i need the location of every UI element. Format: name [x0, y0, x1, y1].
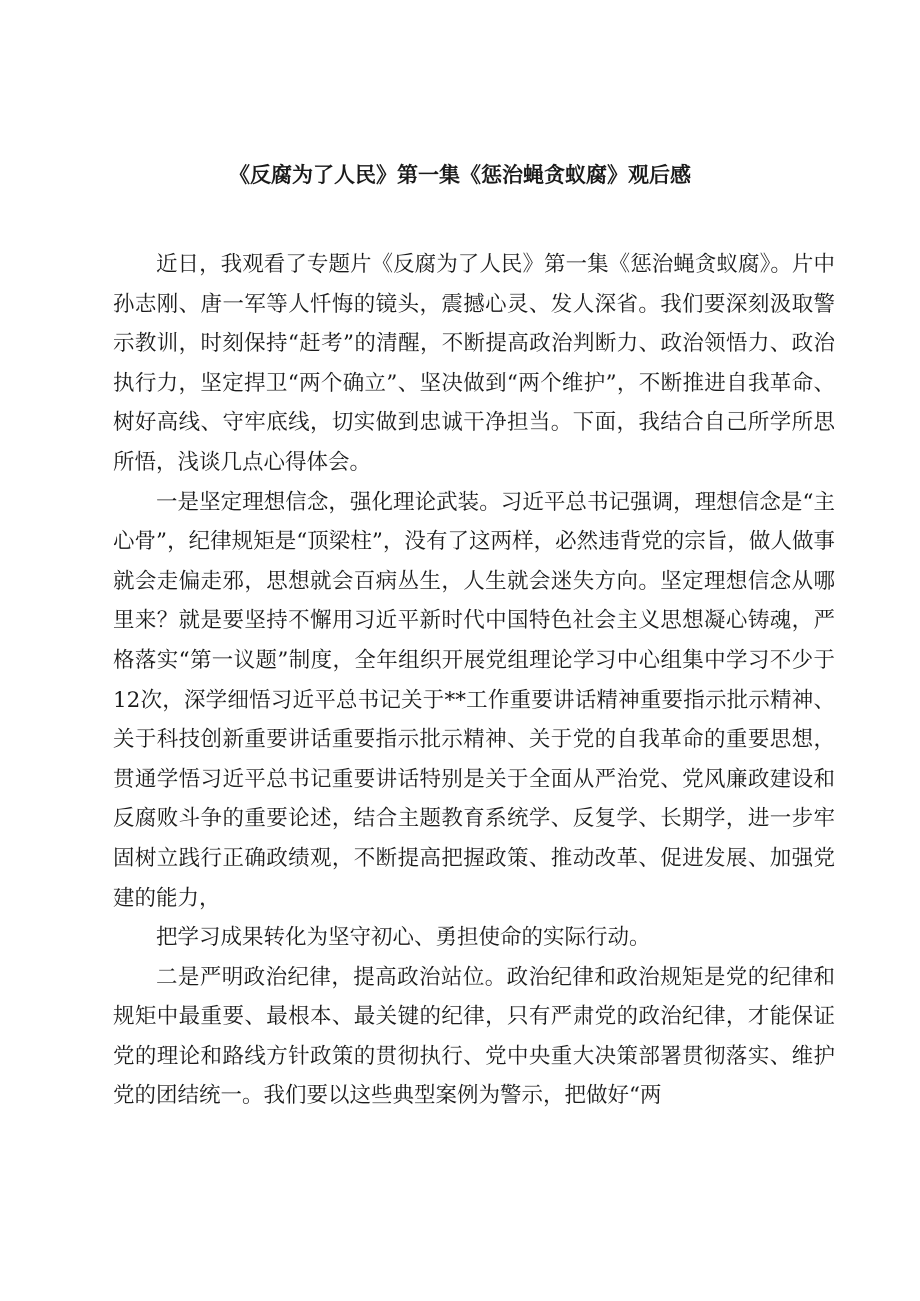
paragraph-point-two: 二是严明政治纪律，提高政治站位。政治纪律和政治规矩是党的纪律和规矩中最重要、最根本、最关键的纪律，只有严肃党的政治纪律，才能保证党的理论和路线方针政策的贯彻执行、党中央重大决策部署贯彻落实、维护党的团结统一。我们要以这些典型案例为警示，把做好“两 [113, 964, 835, 1109]
paragraph-point-one-continued: 把学习成果转化为坚守初心、勇担使命的实际行动。 [156, 925, 651, 951]
document-title: 《反腐为了人民》第一集《惩治蝇贪蚁腐》观后感 [229, 163, 691, 187]
paragraph-intro: 近日，我观看了专题片《反腐为了人民》第一集《惩治蝇贪蚁腐》。片中孙志刚、唐一军等人忏悔的镜头，震撼心灵、发人深省。我们要深刻汲取警示教训，时刻保持“赶考”的清醒，不断提高政治判断力、政治领悟力、政治执行力，坚定捍卫“两个确立”、坚决做到“两个维护”，不断推进自我革命、树好高线、守牢底线，切实做到忠诚干净担当。下面，我结合自己所学所思所悟，浅谈几点心得体会。 [113, 252, 835, 475]
paragraph-point-one: 一是坚定理想信念，强化理论武装。习近平总书记强调，理想信念是“主心骨”，纪律规矩是“顶梁柱”，没有了这两样，必然违背党的宗旨，做人做事就会走偏走邪，思想就会百病丛生，人生就会迷失方向。坚定理想信念从哪里来？就是要坚持不懈用习近平新时代中国特色社会主义思想凝心铸魂，严格落实“第一议题”制度，全年组织开展党组理论学习中心组集中学习不少于12次，深学细悟习近平总书记关于**工作重要讲话精神重要指示批示精神、关于科技创新重要讲话重要指示批示精神、关于党的自我革命的重要思想，贯通学悟习近平总书记重要讲话特别是关于全面从严治党、党风廉政建设和反腐败斗争的重要论述，结合主题教育系统学、反复学、长期学，进一步牢固树立践行正确政绩观，不断提高把握政策、推动改革、促进发展、加强党建的能力， [113, 489, 835, 911]
document-body [113, 245, 835, 1116]
